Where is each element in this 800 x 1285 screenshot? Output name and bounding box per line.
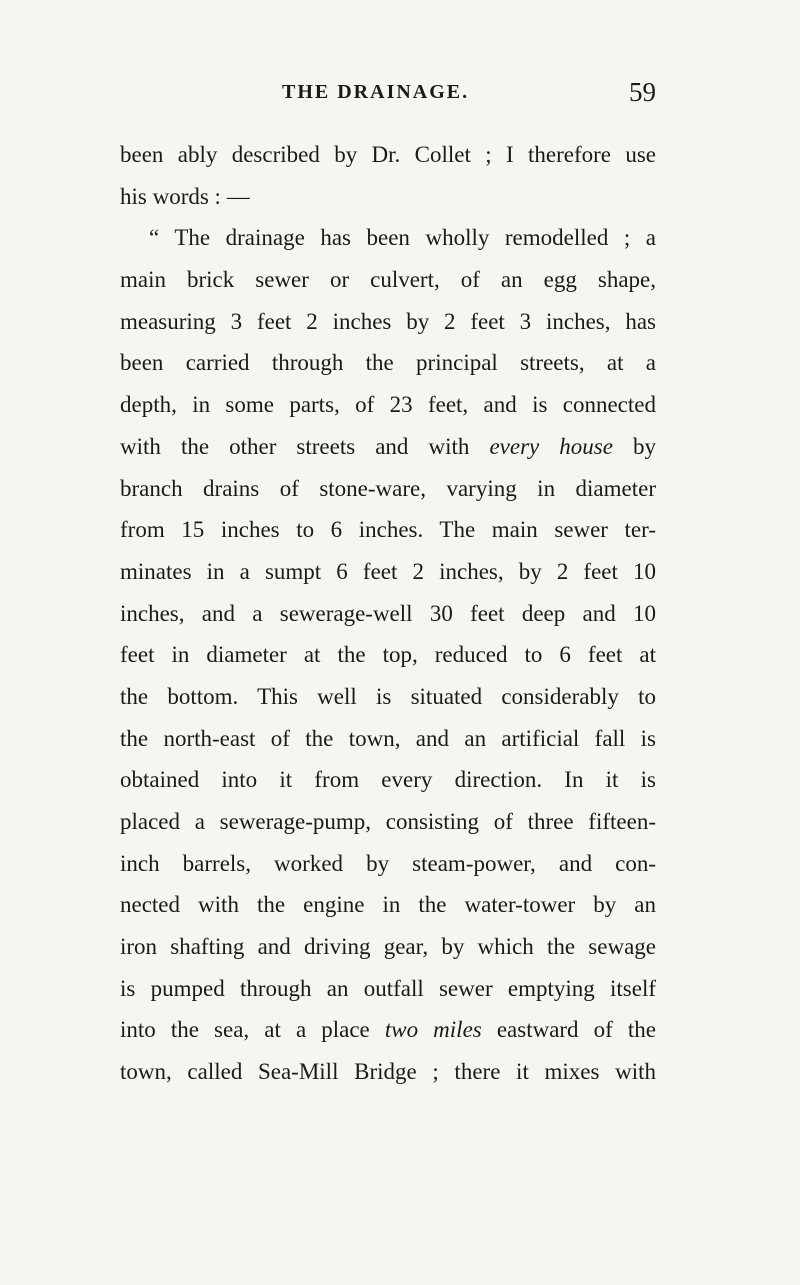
body-text [120, 134, 656, 1093]
text-line: nected with the engine in the water-tower by an [120, 892, 656, 918]
text-segment: with the other streets and with [120, 433, 490, 459]
text-line: inches, and a sewerage-well 30 feet deep and 10 [120, 600, 656, 626]
text-line: is pumped through an outfall sewer emptying itself [120, 975, 656, 1001]
text-line: from 15 inches to 6 inches. The main sewer ter- [120, 517, 656, 543]
text-line: been ably described by Dr. Collet ; I therefore use [120, 142, 656, 167]
text-line [120, 426, 656, 468]
text-line: depth, in some parts, of 23 feet, and is connected [120, 392, 656, 418]
running-head: THE DRAINAGE. [282, 81, 470, 103]
text-line: main brick sewer or culvert, of an egg shape, [120, 267, 656, 293]
page-number: 59 [629, 77, 656, 107]
text-line: feet in diameter at the top, reduced to 6 feet at [120, 642, 656, 668]
text-line: branch drains of stone-ware, varying in diameter [120, 475, 656, 501]
text-line [120, 1009, 656, 1051]
text-line: town, called Sea-Mill Bridge ; there it mixes with [120, 1059, 656, 1085]
text-line: iron shafting and driving gear, by which the sewage [120, 934, 656, 960]
text-line: inch barrels, worked by steam-power, and con- [120, 850, 656, 876]
text-line: his words : — [120, 183, 250, 209]
text-line: the north-east of the town, and an artificial fall is [120, 725, 656, 751]
text-line: minates in a sumpt 6 feet 2 inches, by 2 feet 10 [120, 558, 656, 584]
page-header [120, 77, 656, 117]
emphasized-text: two miles [384, 1017, 482, 1043]
text-segment: eastward of the [481, 1017, 656, 1043]
text-line: placed a sewerage-pump, consisting of three fifteen- [120, 809, 656, 834]
text-line: been carried through the principal streets, at a [120, 350, 656, 376]
text-segment: by [612, 433, 656, 459]
text-line: obtained into it from every direction. In it is [120, 767, 656, 793]
text-segment: into the sea, at a place [120, 1017, 385, 1043]
emphasized-text: every house [489, 433, 613, 459]
text-line: measuring 3 feet 2 inches by 2 feet 3 inches, has [120, 308, 656, 334]
text-line: “ The drainage has been wholly remodelled ; a [149, 225, 656, 251]
text-line: the bottom. This well is situated considerably to [120, 683, 656, 709]
